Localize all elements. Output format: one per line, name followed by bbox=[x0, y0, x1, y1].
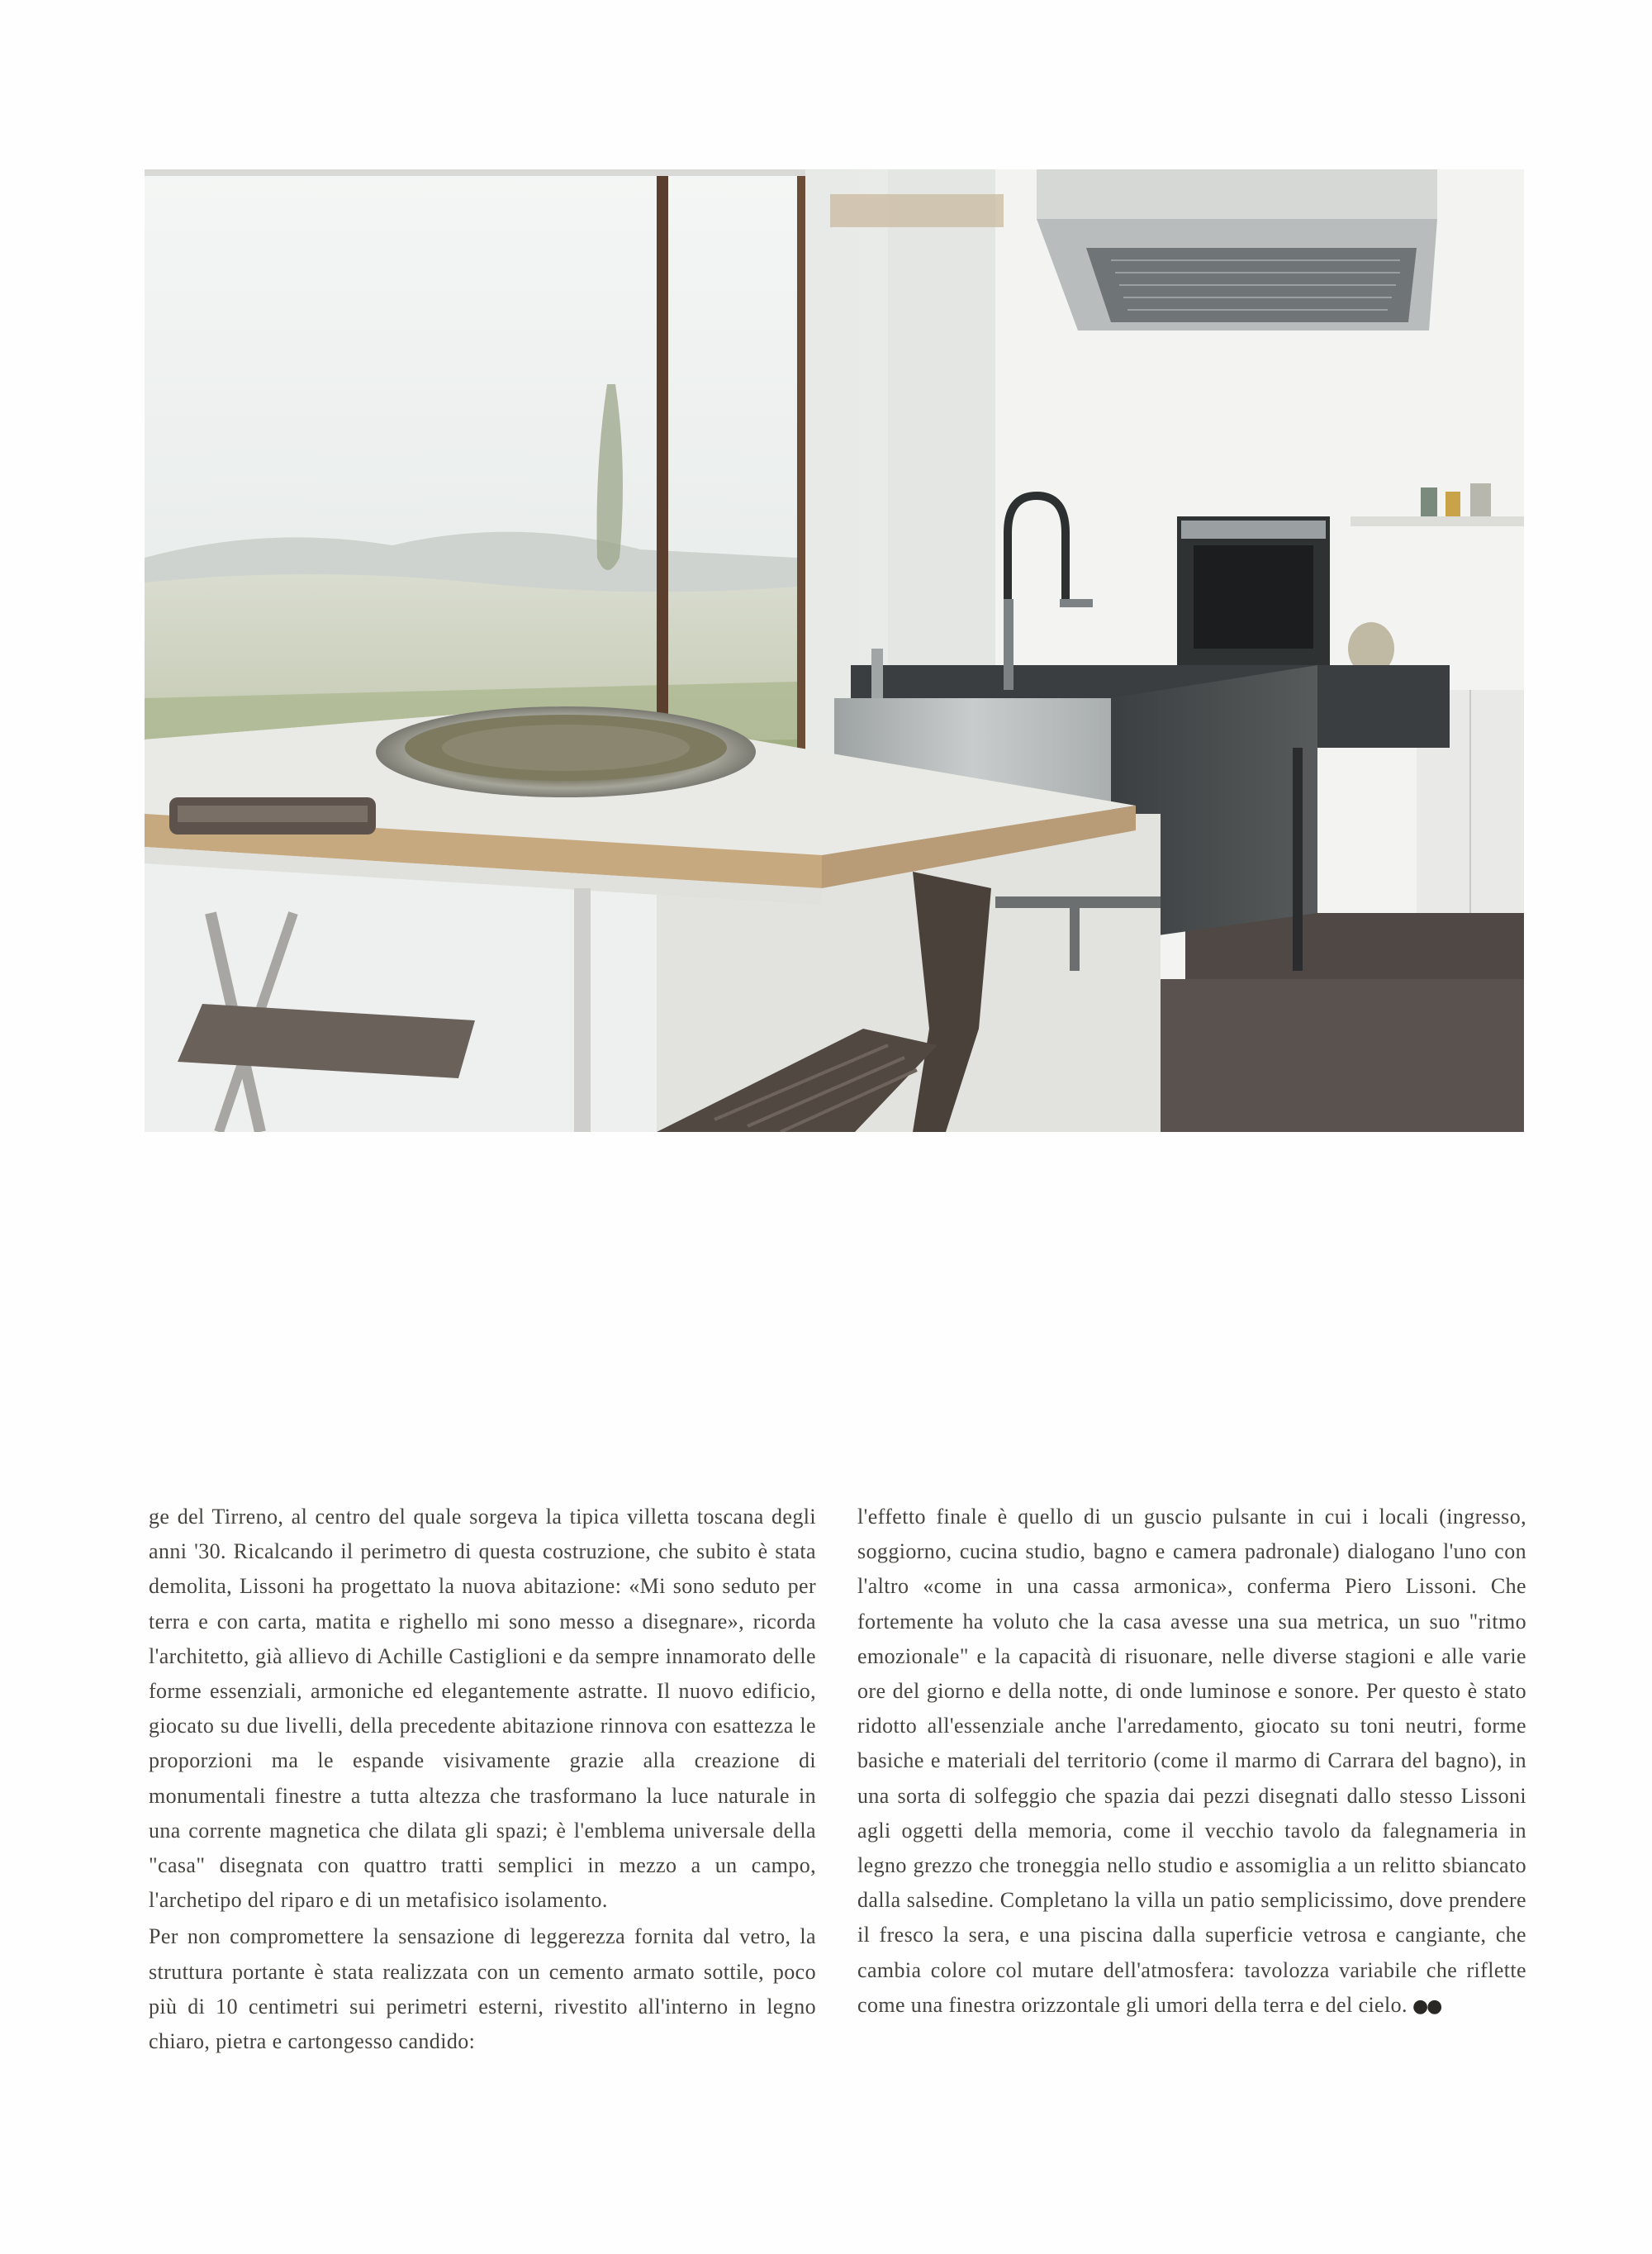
kitchen-photo-drawing bbox=[145, 169, 1524, 1132]
end-of-article-mark: ●● bbox=[1412, 1995, 1441, 2017]
article-paragraph bbox=[857, 1500, 1526, 2024]
kitchen-photo bbox=[145, 169, 1524, 1132]
article-column-right bbox=[857, 1500, 1526, 2024]
article-paragraph: Per non compromettere la sensazione di leggerezza fornita dal vetro, la struttura portante è stata realizzata con un cemento armato sottile, poco più di 10 centimetri sui perimetri esterni, rivestito all'interno in legno chiaro, pietra e cartongesso candido: bbox=[149, 1924, 816, 2054]
article-column-left bbox=[149, 1500, 816, 2059]
article-paragraph: ge del Tirreno, al centro del quale sorgeva la tipica villetta toscana degli anni '30. Ricalcando il perimetro di questa costruzione, che subito è stata demolita, Lissoni ha progettato la nuova abitazione: «Mi sono seduto per terra e con carta, matita e righello mi sono messo a disegnare», ricorda l'architetto, già allievo di Achille Castiglioni e da sempre innamorato delle forme essenziali, armoniche ed elegantemente astratte. Il nuovo edificio, giocato su due livelli, della precedente abitazione rinnova con esattezza le proporzioni ma le espande visivamente grazie alla creazione di monumentali finestre a tutta altezza che trasformano la luce naturale in una corrente magnetica che dilata gli spazi; è l'emblema universale della "casa" disegnata con quattro tratti semplici in mezzo a un campo, l'archetipo del riparo e di un metafisico isolamento. bbox=[149, 1505, 816, 1913]
article-paragraph-text: l'effetto finale è quello di un guscio pulsante in cui i locali (ingresso, soggiorno, cucina studio, bagno e camera padronale) dialogano l'uno con l'altro «come in una cassa armonica», conferma Piero Lissoni. Che fortemente ha voluto che la casa avesse una sua metrica, un suo "ritmo emozionale" e la capacità di risuonare, nelle diverse stagioni e alle varie ore del giorno e della notte, di onde luminose e sonore. Per questo è stato ridotto all'essenziale anche l'arredamento, giocato su toni neutri, forme basiche e materiali del territorio (come il marmo di Carrara del bagno), in una sorta di solfeggio che spazia dai pezzi disegnati dallo stesso Lissoni agli oggetti della memoria, come il vecchio tavolo da falegnameria in legno grezzo che troneggia nello studio e assomiglia a un relitto sbiancato dalla salsedine. Completano la villa un patio semplicissimo, dove prendere il fresco la sera, e una piscina dalla superficie vetrosa e cangiante, che cambia colore col mutare dell'atmosfera: tavolozza variabile che riflette come una finestra orizzontale gli umori della terra e del cielo. bbox=[857, 1505, 1526, 2017]
